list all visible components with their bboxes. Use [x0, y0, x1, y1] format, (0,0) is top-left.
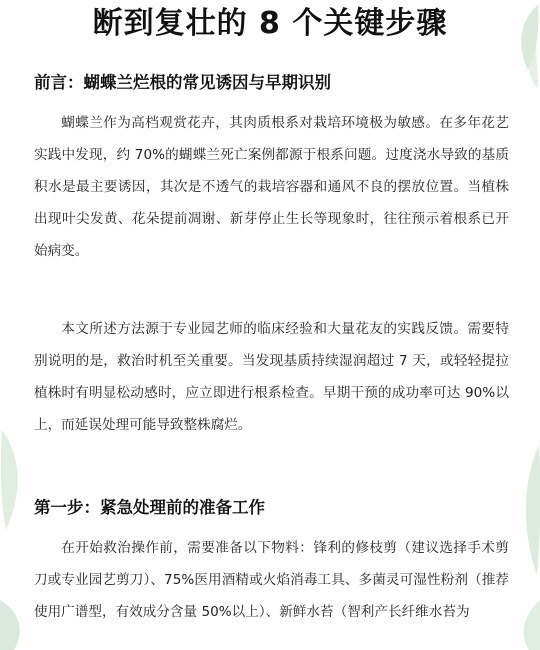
leaf-decoration-left-icon	[0, 420, 30, 540]
leaf-decoration-bottom-right-icon	[505, 600, 540, 650]
leaf-decoration-right-icon	[515, 440, 540, 580]
paragraph: 本文所述方法源于专业园艺师的临床经验和大量花友的实践反馈。需要特别说明的是，救治时机至关重要。当发现基质持续湿润超过 7 天，或轻轻提拉植株时有明显松动感时，应立即进行根系检查。早期干预的成功率可达 90%以上，而延误处理可能导致整株腐烂。	[34, 321, 509, 433]
section-heading: 第一步：紧急处理前的准备工作	[34, 498, 265, 517]
page-title: 断到复壮的 8 个关键步骤	[92, 6, 448, 41]
section-heading: 前言：蝴蝶兰烂根的常见诱因与早期识别	[34, 73, 331, 92]
leaf-decoration-bottom-left-icon	[0, 590, 30, 650]
paragraph: 在开始救治操作前，需要准备以下物料：锋利的修枝剪（建议选择手术剪刀或专业园艺剪刀）、75%医用酒精或火焰消毒工具、多菌灵可湿性粉剂（推荐使用广谱型，有效成分含量 50%以上）、新鲜水苔（智利产长纤维水苔为	[34, 540, 509, 620]
paragraph: 蝴蝶兰作为高档观赏花卉，其肉质根系对栽培环境极为敏感。在多年花艺实践中发现，约 70%的蝴蝶兰死亡案例都源于根系问题。过度浇水导致的基质积水是最主要诱因，其次是不透气的栽培容器和通风不良的摆放位置。当植株出现叶尖发黄、花朵提前凋谢、新芽停止生长等现象时，往往预示着根系已开始病变。	[34, 115, 509, 259]
